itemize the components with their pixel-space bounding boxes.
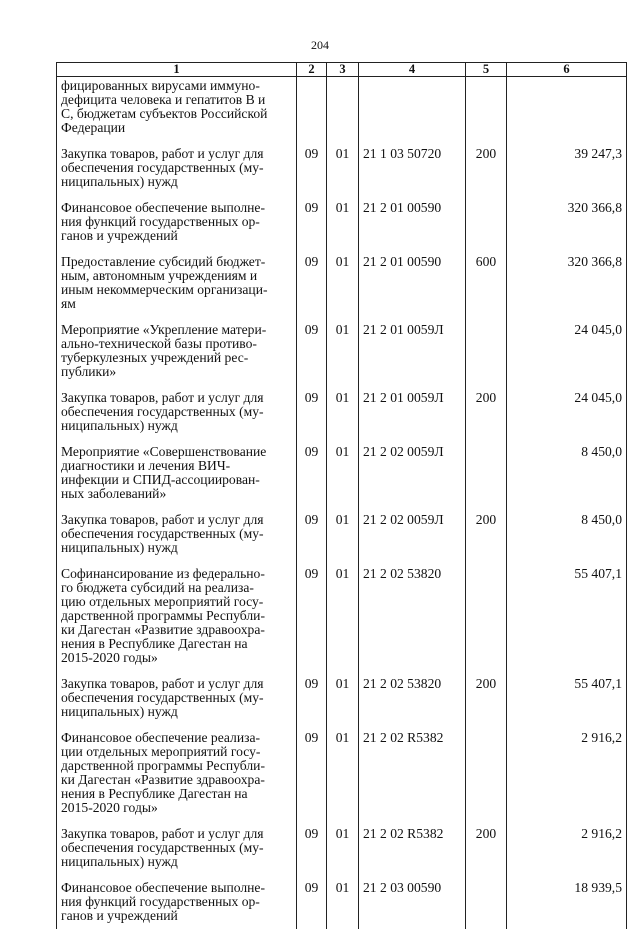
section-code: 09 bbox=[297, 439, 327, 507]
expense-type-code bbox=[466, 875, 507, 929]
page-number: 204 bbox=[311, 38, 329, 52]
table-row bbox=[57, 385, 627, 439]
subsection-code: 01 bbox=[327, 439, 359, 507]
expense-type-code: 200 bbox=[466, 507, 507, 561]
section-code: 09 bbox=[297, 385, 327, 439]
item-name: Софинансирование из федерально- го бюджета субсидий на реализа- цию отдельных мероприятий госу- дарственной программы Республи- ки Дагестан «Развитие здравоохра- нения в Республике Дагестан на 2015-2020 годы» bbox=[57, 561, 297, 671]
item-name: Мероприятие «Совершенствование диагностики и лечения ВИЧ- инфекции и СПИД-ассоциирован- ных заболеваний» bbox=[57, 439, 297, 507]
expense-type-code bbox=[466, 77, 507, 142]
subsection-code: 01 bbox=[327, 507, 359, 561]
table-row bbox=[57, 439, 627, 507]
table-row bbox=[57, 77, 627, 142]
amount: 2 916,2 bbox=[507, 821, 627, 875]
table-row bbox=[57, 507, 627, 561]
item-name: Предоставление субсидий бюджет- ным, автономным учреждениям и иным некоммерческим организаци- ям bbox=[57, 249, 297, 317]
table-row bbox=[57, 141, 627, 195]
table-row bbox=[57, 725, 627, 821]
section-code: 09 bbox=[297, 249, 327, 317]
section-code: 09 bbox=[297, 671, 327, 725]
expense-type-code bbox=[466, 195, 507, 249]
target-article-code: 21 2 03 00590 bbox=[359, 875, 466, 929]
section-code: 09 bbox=[297, 317, 327, 385]
target-article-code: 21 2 02 R5382 bbox=[359, 821, 466, 875]
table-row bbox=[57, 875, 627, 929]
target-article-code: 21 2 01 0059Л bbox=[359, 385, 466, 439]
subsection-code: 01 bbox=[327, 875, 359, 929]
amount: 55 407,1 bbox=[507, 561, 627, 671]
column-header: 6 bbox=[507, 63, 627, 77]
section-code: 09 bbox=[297, 141, 327, 195]
item-name: Закупка товаров, работ и услуг для обеспечения государственных (му- ниципальных) нужд bbox=[57, 507, 297, 561]
amount: 55 407,1 bbox=[507, 671, 627, 725]
section-code: 09 bbox=[297, 821, 327, 875]
item-name: Финансовое обеспечение выполне- ния функций государственных ор- ганов и учреждений bbox=[57, 875, 297, 929]
target-article-code: 21 1 03 50720 bbox=[359, 141, 466, 195]
section-code: 09 bbox=[297, 195, 327, 249]
expense-type-code: 200 bbox=[466, 141, 507, 195]
amount: 24 045,0 bbox=[507, 385, 627, 439]
budget-table bbox=[56, 62, 627, 929]
target-article-code: 21 2 02 53820 bbox=[359, 561, 466, 671]
target-article-code: 21 2 02 53820 bbox=[359, 671, 466, 725]
amount: 320 366,8 bbox=[507, 195, 627, 249]
target-article-code: 21 2 02 0059Л bbox=[359, 439, 466, 507]
section-code bbox=[297, 77, 327, 142]
subsection-code: 01 bbox=[327, 249, 359, 317]
expense-type-code: 600 bbox=[466, 249, 507, 317]
section-code: 09 bbox=[297, 507, 327, 561]
target-article-code: 21 2 02 R5382 bbox=[359, 725, 466, 821]
item-name: Финансовое обеспечение реализа- ции отдельных мероприятий госу- дарственной программы Республи- ки Дагестан «Развитие здравоохра- нения в Республике Дагестан на 2015-2020 годы» bbox=[57, 725, 297, 821]
subsection-code: 01 bbox=[327, 671, 359, 725]
expense-type-code bbox=[466, 439, 507, 507]
amount: 8 450,0 bbox=[507, 439, 627, 507]
section-code: 09 bbox=[297, 561, 327, 671]
expense-type-code: 200 bbox=[466, 671, 507, 725]
expense-type-code bbox=[466, 725, 507, 821]
header-row bbox=[57, 63, 627, 77]
target-article-code: 21 2 01 00590 bbox=[359, 249, 466, 317]
column-header: 1 bbox=[57, 63, 297, 77]
item-name: Закупка товаров, работ и услуг для обеспечения государственных (му- ниципальных) нужд bbox=[57, 385, 297, 439]
target-article-code: 21 2 02 0059Л bbox=[359, 507, 466, 561]
table-row bbox=[57, 317, 627, 385]
amount: 320 366,8 bbox=[507, 249, 627, 317]
item-name: Мероприятие «Укрепление матери- ально-технической базы противо- туберкулезных учреждений рес- публики» bbox=[57, 317, 297, 385]
item-name: Закупка товаров, работ и услуг для обеспечения государственных (му- ниципальных) нужд bbox=[57, 671, 297, 725]
table-row bbox=[57, 249, 627, 317]
expense-type-code: 200 bbox=[466, 821, 507, 875]
subsection-code bbox=[327, 77, 359, 142]
expense-type-code: 200 bbox=[466, 385, 507, 439]
amount: 18 939,5 bbox=[507, 875, 627, 929]
amount bbox=[507, 77, 627, 142]
target-article-code: 21 2 01 00590 bbox=[359, 195, 466, 249]
table-row bbox=[57, 195, 627, 249]
subsection-code: 01 bbox=[327, 195, 359, 249]
column-header: 5 bbox=[466, 63, 507, 77]
subsection-code: 01 bbox=[327, 561, 359, 671]
section-code: 09 bbox=[297, 725, 327, 821]
expense-type-code bbox=[466, 317, 507, 385]
expense-type-code bbox=[466, 561, 507, 671]
table-row bbox=[57, 561, 627, 671]
column-header: 3 bbox=[327, 63, 359, 77]
subsection-code: 01 bbox=[327, 141, 359, 195]
target-article-code: 21 2 01 0059Л bbox=[359, 317, 466, 385]
column-header: 2 bbox=[297, 63, 327, 77]
amount: 24 045,0 bbox=[507, 317, 627, 385]
table-row bbox=[57, 671, 627, 725]
subsection-code: 01 bbox=[327, 725, 359, 821]
subsection-code: 01 bbox=[327, 317, 359, 385]
amount: 2 916,2 bbox=[507, 725, 627, 821]
item-name: Финансовое обеспечение выполне- ния функций государственных ор- ганов и учреждений bbox=[57, 195, 297, 249]
subsection-code: 01 bbox=[327, 821, 359, 875]
section-code: 09 bbox=[297, 875, 327, 929]
column-header: 4 bbox=[359, 63, 466, 77]
target-article-code bbox=[359, 77, 466, 142]
item-name: Закупка товаров, работ и услуг для обеспечения государственных (му- ниципальных) нужд bbox=[57, 821, 297, 875]
subsection-code: 01 bbox=[327, 385, 359, 439]
item-name: фицированных вирусами иммуно- дефицита человека и гепатитов В и С, бюджетам субъектов Российской Федерации bbox=[57, 77, 297, 142]
table-row bbox=[57, 821, 627, 875]
amount: 39 247,3 bbox=[507, 141, 627, 195]
amount: 8 450,0 bbox=[507, 507, 627, 561]
item-name: Закупка товаров, работ и услуг для обеспечения государственных (му- ниципальных) нужд bbox=[57, 141, 297, 195]
